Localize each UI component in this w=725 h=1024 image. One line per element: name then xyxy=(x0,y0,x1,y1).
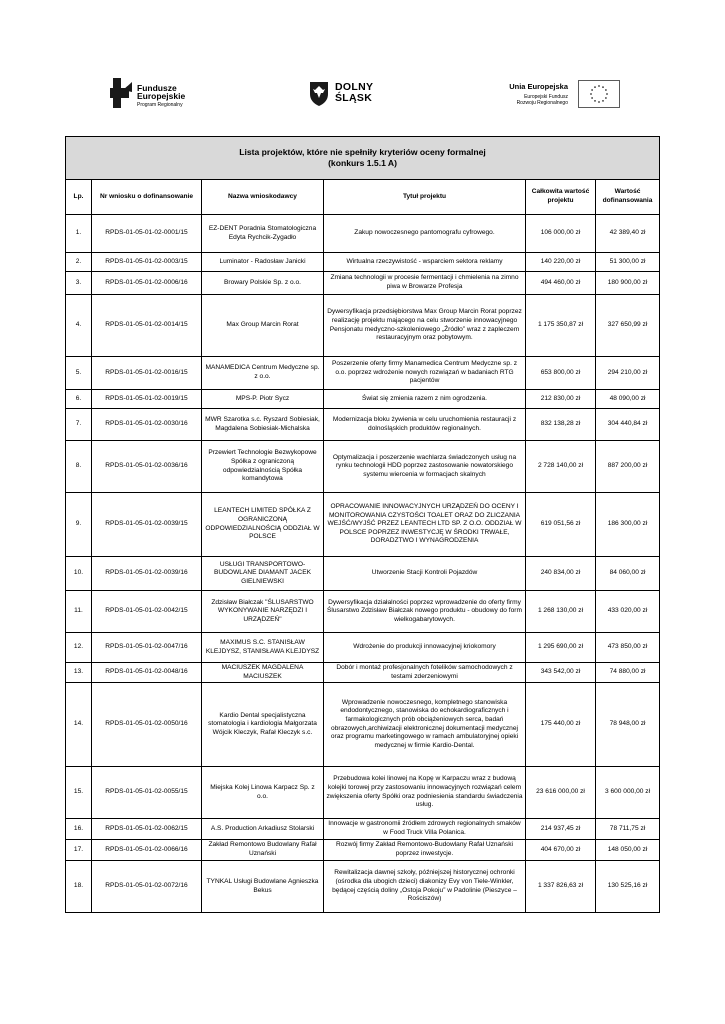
cell-name: Max Group Marcin Rorat xyxy=(202,295,324,357)
cell-nr: RPDS-01-05-01-02-0055/15 xyxy=(92,767,202,819)
cell-nr: RPDS-01-05-01-02-0048/16 xyxy=(92,663,202,683)
cell-lp: 7. xyxy=(66,409,92,441)
cell-lp: 12. xyxy=(66,633,92,663)
table-row xyxy=(66,683,660,767)
header-lp: Lp. xyxy=(66,180,92,215)
cell-title: Dywersyfikacja przedsiębiorstwa Max Group Marcin Rorat poprzez realizację projektu mającego na celu stworzenie innowacyjnego Pensjonatu medyczno-szkoleniowego „Źródło” wraz z zapleczem restauracyjnym oraz pobytowym. xyxy=(324,295,526,357)
cell-total: 653 800,00 zł xyxy=(526,357,596,390)
table-row xyxy=(66,591,660,633)
table-caption xyxy=(66,137,660,180)
header-total: Całkowita wartość projektu xyxy=(526,180,596,215)
cell-lp: 14. xyxy=(66,683,92,767)
table-row xyxy=(66,215,660,253)
cell-lp: 15. xyxy=(66,767,92,819)
cell-cofin: 3 600 000,00 zł xyxy=(596,767,660,819)
cell-name: EZ-DENT Poradnia Stomatologiczna Edyta Rychcik-Zygadło xyxy=(202,215,324,253)
cell-cofin: 327 650,99 zł xyxy=(596,295,660,357)
fe-logo-line1: Fundusze xyxy=(137,83,177,93)
ue-logo-line3: Rozwoju Regionalnego xyxy=(516,100,568,106)
cell-name: LEANTECH LIMITED SPÓŁKA Z OGRANICZONĄ ODPOWIEDZIALNOŚCIĄ ODDZIAŁ W POLSCE xyxy=(202,493,324,557)
cell-title: Dobór i montaż profesjonalnych fotelików samochodowych z testami zderzeniowymi xyxy=(324,663,526,683)
cell-name: A.S. Production Arkadiusz Stolarski xyxy=(202,819,324,840)
cell-name: MWR Szarotka s.c. Ryszard Sobiesiak, Magdalena Sobiesiak-Michalska xyxy=(202,409,324,441)
cell-total: 1 337 826,63 zł xyxy=(526,861,596,913)
cell-nr: RPDS-01-05-01-02-0039/16 xyxy=(92,557,202,591)
table-body xyxy=(66,215,660,913)
cell-name: MANAMEDICA Centrum Medyczne sp. z o.o. xyxy=(202,357,324,390)
cell-total: 494 460,00 zł xyxy=(526,272,596,295)
cell-title: Zmiana technologii w procesie fermentacji i chmielenia na zimno piwa w Browarze Profesja xyxy=(324,272,526,295)
cell-lp: 16. xyxy=(66,819,92,840)
table-row xyxy=(66,253,660,272)
cell-title: Wprowadzenie nowoczesnego, kompletnego stanowiska endodontycznego, stanowiska do echokardiograficznych i farmakologicznych prób obciążeniowych serca, badań obrazowych,archiwizacji elektronicznej dokumentacji medycznej oraz programu marketingowego w ramach ambulatoryjnej opieki medycznej w firmie Kardio-Dental. xyxy=(324,683,526,767)
table-row xyxy=(66,861,660,913)
cell-total: 343 542,00 zł xyxy=(526,663,596,683)
cell-title: Optymalizacja i poszerzenie wachlarza świadczonych usług na rynku technologii HDD poprzez zastosowanie nowatorskiego systemu wiercenia w formacjach skalnych xyxy=(324,441,526,493)
cell-total: 1 268 130,00 zł xyxy=(526,591,596,633)
cell-cofin: 84 060,00 zł xyxy=(596,557,660,591)
cell-total: 1 295 690,00 zł xyxy=(526,633,596,663)
cell-lp: 10. xyxy=(66,557,92,591)
cell-cofin: 148 050,00 zł xyxy=(596,840,660,861)
cell-lp: 17. xyxy=(66,840,92,861)
cell-title: Wdrożenie do produkcji innowacyjnej kriokomory xyxy=(324,633,526,663)
cell-nr: RPDS-01-05-01-02-0014/15 xyxy=(92,295,202,357)
cell-cofin: 130 525,16 zł xyxy=(596,861,660,913)
header-title: Tytuł projektu xyxy=(324,180,526,215)
eagle-icon xyxy=(308,80,330,106)
cell-cofin: 42 389,40 zł xyxy=(596,215,660,253)
header-name: Nazwa wnioskodawcy xyxy=(202,180,324,215)
table-row xyxy=(66,767,660,819)
cell-lp: 4. xyxy=(66,295,92,357)
cell-cofin: 433 020,00 zł xyxy=(596,591,660,633)
table-row xyxy=(66,819,660,840)
cell-nr: RPDS-01-05-01-02-0019/15 xyxy=(92,390,202,409)
cell-name: MACIUSZEK MAGDALENA MACIUSZEK xyxy=(202,663,324,683)
cell-title: OPRACOWANIE INNOWACYJNYCH URZĄDZEŃ DO OCENY I MONITOROWANIA CZYSTOŚCI TOALET ORAZ DO ZLICZANIA WEJŚĆ/WYJŚĆ PRZEZ LEANTECH LTD SP. Z O.O. ODDZIAŁ W POLSCE POPRZEZ INWESTYCJĘ W ŚRODKI TRWAŁE, DORADZTWO I WYNAGRODZENIA xyxy=(324,493,526,557)
table-row xyxy=(66,357,660,390)
cell-lp: 9. xyxy=(66,493,92,557)
cell-nr: RPDS-01-05-01-02-0062/15 xyxy=(92,819,202,840)
cell-total: 214 937,45 zł xyxy=(526,819,596,840)
table-row xyxy=(66,272,660,295)
cell-total: 212 830,00 zł xyxy=(526,390,596,409)
cell-total: 619 051,56 zł xyxy=(526,493,596,557)
caption-line1: Lista projektów, które nie spełniły kryteriów oceny formalnej xyxy=(239,147,486,157)
cell-title: Wirtualna rzeczywistość - wsparciem sektora reklamy xyxy=(324,253,526,272)
cell-name: MPS-P. Piotr Sycz xyxy=(202,390,324,409)
cell-total: 106 000,00 zł xyxy=(526,215,596,253)
cell-title: Zakup nowoczesnego pantomografu cyfrowego. xyxy=(324,215,526,253)
table-row xyxy=(66,493,660,557)
ue-logo-line2: Europejski Fundusz xyxy=(524,94,568,100)
cell-title: Poszerzenie oferty firmy Manamedica Centrum Medyczne sp. z o.o. poprzez wdrożenie nowych rozwiązań w badaniach RTG pacjentów xyxy=(324,357,526,390)
table-row xyxy=(66,663,660,683)
cell-lp: 18. xyxy=(66,861,92,913)
cell-nr: RPDS-01-05-01-02-0003/15 xyxy=(92,253,202,272)
header-cofin: Wartość dofinansowania xyxy=(596,180,660,215)
cell-nr: RPDS-01-05-01-02-0001/15 xyxy=(92,215,202,253)
table-row xyxy=(66,840,660,861)
cell-lp: 6. xyxy=(66,390,92,409)
cell-name: Luminator - Radosław Janicki xyxy=(202,253,324,272)
cell-cofin: 78 711,75 zł xyxy=(596,819,660,840)
table-row xyxy=(66,295,660,357)
cell-cofin: 294 210,00 zł xyxy=(596,357,660,390)
cell-name: TYNKAL Usługi Budowlane Agnieszka Bekus xyxy=(202,861,324,913)
cell-cofin: 74 880,00 zł xyxy=(596,663,660,683)
cell-total: 23 616 000,00 zł xyxy=(526,767,596,819)
logo-bar xyxy=(0,74,725,114)
fundusze-europejskie-logo xyxy=(110,76,210,112)
caption-line2: (konkurs 1.5.1 A) xyxy=(328,158,397,168)
table-row xyxy=(66,390,660,409)
cell-cofin: 473 850,00 zł xyxy=(596,633,660,663)
cell-total: 2 728 140,00 zł xyxy=(526,441,596,493)
cell-title: Świat się zmienia razem z nim ogrodzenia. xyxy=(324,390,526,409)
cell-title: Dywersyfikacja działalności poprzez wprowadzenie do oferty firmy Ślusarstwo Zdzisław Białczak nowego produktu - obudowy do form wielkogabarytowych. xyxy=(324,591,526,633)
cell-name: Browary Polskie Sp. z o.o. xyxy=(202,272,324,295)
cell-total: 175 440,00 zł xyxy=(526,683,596,767)
ue-logo-line1: Unia Europejska xyxy=(509,82,568,91)
cell-total: 1 175 350,87 zł xyxy=(526,295,596,357)
header-nr: Nr wniosku o dofinansowanie xyxy=(92,180,202,215)
cell-nr: RPDS-01-05-01-02-0036/16 xyxy=(92,441,202,493)
ds-logo-line2: ŚLĄSK xyxy=(335,92,373,104)
table-row xyxy=(66,409,660,441)
cell-cofin: 887 200,00 zł xyxy=(596,441,660,493)
cell-cofin: 78 948,00 zł xyxy=(596,683,660,767)
table-row xyxy=(66,441,660,493)
cell-nr: RPDS-01-05-01-02-0039/15 xyxy=(92,493,202,557)
cell-nr: RPDS-01-05-01-02-0030/16 xyxy=(92,409,202,441)
cell-lp: 3. xyxy=(66,272,92,295)
cell-cofin: 51 300,00 zł xyxy=(596,253,660,272)
cell-lp: 8. xyxy=(66,441,92,493)
fe-logo-line3: Program Regionalny xyxy=(137,102,183,108)
cell-name: Przewiert Technologie Bezwykopowe Spółka z ograniczoną odpowiedzialnością Spółka komandytowa xyxy=(202,441,324,493)
cell-total: 832 138,28 zł xyxy=(526,409,596,441)
cell-nr: RPDS-01-05-01-02-0042/15 xyxy=(92,591,202,633)
cell-title: Przebudowa kolei linowej na Kopę w Karpaczu wraz z budową kolejki torowej przy zastosowaniu innowacyjnych rozwiązań celem zwiększenia oferty Spółki oraz podniesienia standardu świadczenia usług. xyxy=(324,767,526,819)
cell-lp: 13. xyxy=(66,663,92,683)
dolny-slask-logo xyxy=(308,80,388,110)
cell-name: USŁUGI TRANSPORTOWO-BUDOWLANE DIAMANT JACEK GIELNIEWSKI xyxy=(202,557,324,591)
cell-cofin: 304 440,84 zł xyxy=(596,409,660,441)
unia-europejska-logo xyxy=(500,78,620,110)
cell-total: 240 834,00 zł xyxy=(526,557,596,591)
cell-title: Innowacje w gastronomii źródłem zdrowych regionalnych smaków w Food Truck Villa Polanica. xyxy=(324,819,526,840)
cell-total: 140 220,00 zł xyxy=(526,253,596,272)
cell-lp: 5. xyxy=(66,357,92,390)
cell-nr: RPDS-01-05-01-02-0072/16 xyxy=(92,861,202,913)
cell-cofin: 180 900,00 zł xyxy=(596,272,660,295)
eu-flag-icon xyxy=(578,80,620,108)
cell-name: MAXIMUS S.C. STANISŁAW KLEJDYSZ, STANISŁAWA KLEJDYSZ xyxy=(202,633,324,663)
cell-name: Zdzisław Białczak "ŚLUSARSTWO WYKONYWANIE NARZĘDZI I URZĄDZEŃ" xyxy=(202,591,324,633)
cell-name: Miejska Kolej Linowa Karpacz Sp. z o.o. xyxy=(202,767,324,819)
fundusze-europejskie-mark-icon xyxy=(110,78,132,108)
cell-nr: RPDS-01-05-01-02-0050/16 xyxy=(92,683,202,767)
header-row xyxy=(66,180,660,215)
cell-title: Rewitalizacja dawnej szkoły, późniejszej historycznej ochronki (ośrodka dla ubogich dzieci) diakonizy Evy von Tiele-Winkler, będącej częścią doliny „Ostoja Pokoju” w Padolinie (Pieszyce – Rościszów) xyxy=(324,861,526,913)
table-row xyxy=(66,557,660,591)
cell-cofin: 186 300,00 zł xyxy=(596,493,660,557)
cell-nr: RPDS-01-05-01-02-0006/16 xyxy=(92,272,202,295)
cell-nr: RPDS-01-05-01-02-0016/15 xyxy=(92,357,202,390)
cell-title: Rozwój firmy Zakład Remontowo-Budowlany Rafał Uznański poprzez inwestycje. xyxy=(324,840,526,861)
cell-title: Modernizacja bloku żywienia w celu uruchomienia restauracji z dolnośląskich produktów regionalnych. xyxy=(324,409,526,441)
cell-nr: RPDS-01-05-01-02-0066/16 xyxy=(92,840,202,861)
cell-cofin: 48 090,00 zł xyxy=(596,390,660,409)
ds-logo-line1: DOLNY xyxy=(335,81,374,93)
cell-name: Zakład Remontowo Budowlany Rafał Uznański xyxy=(202,840,324,861)
cell-total: 404 670,00 zł xyxy=(526,840,596,861)
projects-table xyxy=(65,136,660,913)
cell-title: Utworzenie Stacji Kontroli Pojazdów xyxy=(324,557,526,591)
cell-lp: 2. xyxy=(66,253,92,272)
cell-nr: RPDS-01-05-01-02-0047/16 xyxy=(92,633,202,663)
cell-name: Kardio Dental specjalistyczna stomatologia i kardiologia Małgorzata Wójcik Kleczyk, Rafał Kleczyk s.c. xyxy=(202,683,324,767)
table-row xyxy=(66,633,660,663)
cell-lp: 11. xyxy=(66,591,92,633)
fe-logo-line2: Europejskie xyxy=(137,91,186,101)
cell-lp: 1. xyxy=(66,215,92,253)
